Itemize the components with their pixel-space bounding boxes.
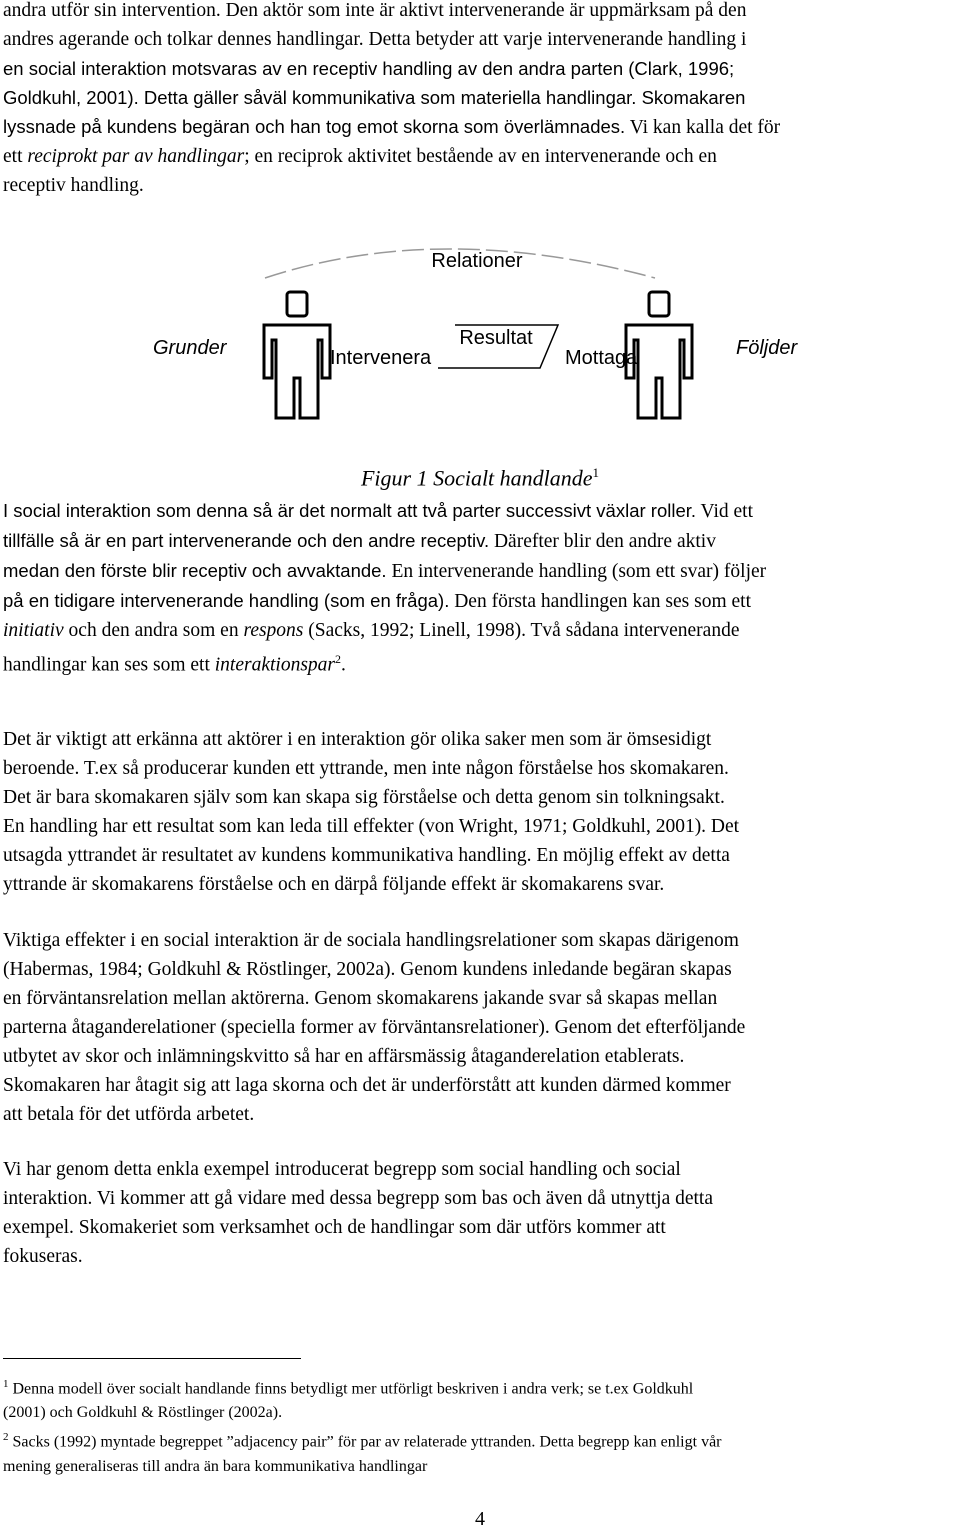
paragraph-interdependence [3, 725, 958, 899]
paragraph-summary [3, 1155, 958, 1271]
text-span: I social interaktion som denna så är det normalt att två parter successivt växlar roller. [3, 500, 697, 521]
text-span: tillfälle så är en part intervenerande och den andre receptiv. [3, 530, 490, 551]
text-line: fokuseras. [3, 1246, 83, 1267]
text-line [3, 171, 958, 200]
footnote-text: Sacks (1992) myntade begreppet ”adjacency pair” för par av relaterade yttranden. Detta begrepp kan enligt vår [8, 1433, 722, 1451]
text-span: receptiv handling. [3, 175, 144, 196]
footnote-ref: 1 [592, 465, 600, 480]
text-line [3, 112, 958, 142]
text-line [3, 616, 958, 645]
text-line: parterna åtaganderelationer (speciella former av förväntansrelationer). Genom det efterföljande [3, 1017, 746, 1038]
text-line: Vi har genom detta enkla exempel introducerat begrepp som social handling och social [3, 1159, 681, 1180]
text-span: lyssnade på kundens begäran och han tog emot skorna som överlämnades. [3, 116, 626, 137]
relations-label: Relationer [431, 250, 523, 272]
figure-diagram [140, 230, 820, 430]
text-line [3, 142, 958, 171]
text-line [3, 526, 958, 556]
footnote-ref: 2 [335, 652, 341, 666]
social-action-figure [140, 230, 820, 430]
text-line: utsagda yttrandet är resultatet av kundens kommunikativa handling. En möjlig effekt av detta [3, 845, 730, 866]
text-line [3, 556, 958, 586]
person-icon [264, 292, 330, 418]
footnote-2 [3, 1425, 958, 1454]
text-line: beroende. T.ex så producerar kunden ett yttrande, men inte någon förståelse hos skomakaren. [3, 758, 729, 779]
text-line: yttrande är skomakarens förståelse och en därpå följande effekt är skomakarens svar. [3, 874, 665, 895]
text-span: Vid ett [696, 501, 753, 522]
text-span: andres agerande och tolkar dennes handlingar. Detta betyder att varje intervenerande handling i [3, 29, 747, 50]
text-line [3, 0, 958, 25]
text-line: Skomakaren har åtagit sig att laga skorna och det är underförstått att kunden därmed kommer [3, 1075, 731, 1096]
text-line [3, 645, 958, 680]
text-span: på en tidigare intervenerande handling (som en fråga). [3, 590, 450, 611]
result-label: Resultat [459, 327, 533, 349]
paragraph-roles [3, 496, 958, 680]
footnote-divider [3, 1358, 301, 1359]
text-span: handlingar kan ses som ett [3, 654, 215, 676]
page-number: 4 [475, 1508, 485, 1530]
footnotes [3, 1372, 958, 1479]
text-span: . [341, 654, 346, 676]
text-line: Det är viktigt att erkänna att aktörer i en interaktion gör olika saker men som är ömsesidigt [3, 729, 712, 750]
text-line: interaktion. Vi kommer att gå vidare med dessa begrepp som bas och även då utnyttja detta [3, 1188, 714, 1209]
footnote-text: mening generaliseras till andra än bara kommunikativa handlingar [3, 1457, 428, 1475]
text-line: Viktiga effekter i en social interaktion är de sociala handlingsrelationer som skapas därigenom [3, 930, 739, 951]
text-span: Den första handlingen kan ses som ett [449, 591, 751, 612]
text-span: en social interaktion motsvaras av en receptiv handling av den andra parten (Clark, 1996; [3, 58, 735, 79]
paragraph-effects [3, 926, 958, 1129]
text-span: medan den förste blir receptiv och avvaktande. [3, 560, 387, 581]
emphasis-text: reciprokt par av handlingar [27, 146, 245, 167]
text-line [3, 25, 958, 54]
emphasis-text: interaktionspar [214, 654, 335, 676]
receive-label: Mottaga [565, 347, 638, 369]
footnote-1-cont [3, 1401, 958, 1425]
text-line [3, 586, 958, 616]
text-line: utbytet av skor och inlämningskvitto så har en affärsmässig åtaganderelation etablerats. [3, 1046, 685, 1067]
text-span: andra utför sin intervention. Den aktör som inte är aktivt intervenerande är uppmärksam på den [3, 0, 747, 21]
text-line: exempel. Skomakeriet som verksamhet och de handlingar som där utförs kommer att [3, 1217, 666, 1238]
paragraph-intro [3, 0, 958, 200]
intervene-label: Intervenera [330, 347, 432, 369]
emphasis-text: initiativ [3, 620, 64, 641]
footnote-number: 2 [3, 1431, 9, 1444]
text-line [3, 496, 958, 526]
consequences-label: Följder [736, 337, 798, 359]
emphasis-text: respons [243, 620, 304, 641]
text-span: Därefter blir den andre aktiv [489, 531, 716, 552]
text-line [3, 54, 958, 83]
footnote-text: (2001) och Goldkuhl & Röstlinger (2002a). [3, 1404, 283, 1422]
text-span: och den andra som en [63, 620, 244, 641]
grounds-label: Grunder [153, 337, 227, 359]
text-line: att betala för det utförda arbetet. [3, 1104, 255, 1125]
figure-caption [0, 465, 960, 491]
text-span: (Sacks, 1992; Linell, 1998). Två sådana intervenerande [303, 620, 740, 641]
text-line [3, 83, 958, 112]
text-line: en förväntansrelation mellan aktörerna. Genom skomakarens jakande svar så skapas mellan [3, 988, 718, 1009]
footnote-text: Denna modell över socialt handlande finns betydligt mer utförligt beskriven i andra verk; se t.ex Goldkuhl [8, 1380, 694, 1398]
caption-text: Figur 1 Socialt handlande [360, 465, 593, 491]
footnote-1 [3, 1372, 958, 1401]
text-line: Det är bara skomakaren själv som kan skapa sig förståelse och detta genom sin tolkningsakt. [3, 787, 725, 808]
footnote-number: 1 [3, 1378, 9, 1390]
text-line: (Habermas, 1984; Goldkuhl & Röstlinger, 2002a). Genom kundens inledande begäran skapas [3, 959, 732, 980]
text-span: Goldkuhl, 2001). Detta gäller såväl kommunikativa som materiella handlingar. Skomakaren [3, 87, 746, 108]
text-span: En intervenerande handling (som ett svar) följer [386, 561, 767, 582]
footnote-2-cont [3, 1455, 958, 1479]
text-span: ; en reciprok aktivitet bestående av en intervenerande och en [244, 146, 717, 167]
text-span: Vi kan kalla det för [625, 117, 781, 138]
text-span: ett [3, 146, 28, 167]
text-line: En handling har ett resultat som kan leda till effekter (von Wright, 1971; Goldkuhl, 2001). Det [3, 816, 740, 837]
